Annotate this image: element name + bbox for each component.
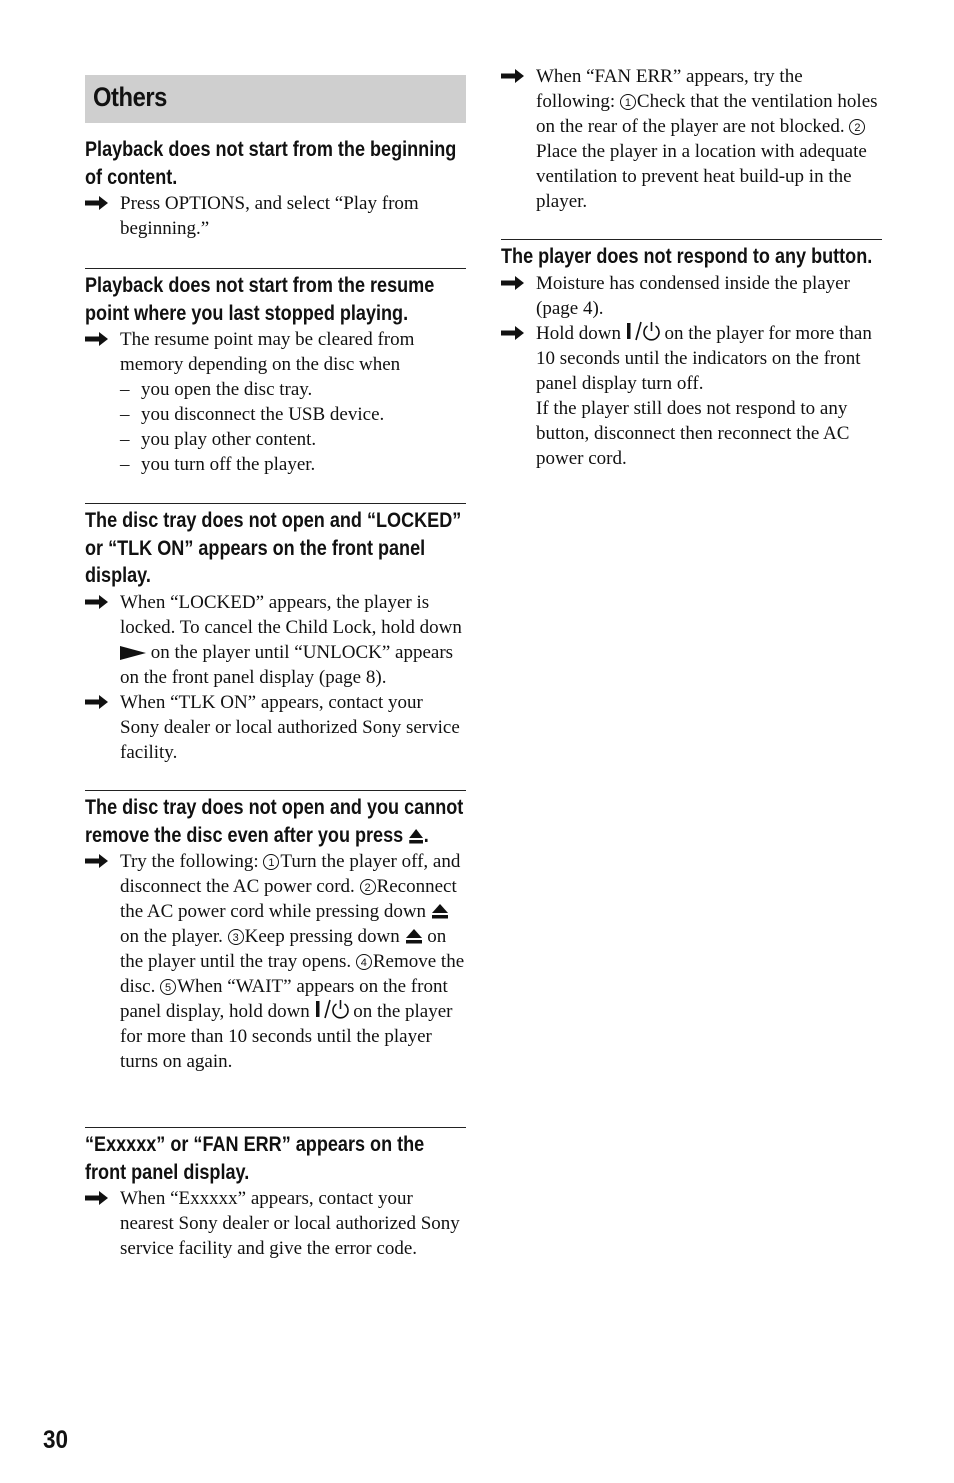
dash-item: – you play other content. [120, 429, 317, 450]
arrow-icon [501, 275, 525, 291]
section-heading: The player does not respond to any button. [501, 245, 873, 268]
section-no-response [501, 239, 882, 471]
bullet-item: Try the following: 1 Turn the player off, and disconnect the AC power cord. 2 Reconnect the AC power cord while pressing down on the player. 3 Keep pressing down on the player until the tray opens. 4 Remove the disc. 5 When “WAIT” appears on the front panel display, hold down on the player for more than 10 seconds until the player turns on again. [85, 849, 466, 1074]
bullet-item: When “Exxxxx” appears, contact your nearest Sony dealer or local authorized Sony service facility and give the error code. [85, 1186, 466, 1261]
section-fan-err-continued [501, 64, 882, 214]
arrow-icon [501, 68, 525, 84]
section-heading: The disc tray does not open and you cannot remove the disc even after you press . [85, 796, 464, 847]
arrow-icon [85, 694, 109, 710]
arrow-icon [85, 853, 109, 869]
arrow-icon [85, 331, 109, 347]
step-number: 5 [160, 979, 176, 995]
bullet-item: Moisture has condensed inside the player (page 4). [501, 271, 882, 321]
section-heading: The disc tray does not open and “LOCKED” or “TLK ON” appears on the front panel display. [85, 509, 462, 587]
dash-item: – you disconnect the USB device. [120, 404, 385, 425]
step-number: 1 [263, 854, 279, 870]
bullet-item: Press OPTIONS, and select “Play from beginning.” [85, 191, 466, 241]
section-locked-tlk [85, 503, 466, 765]
section-heading: Playback does not start from the beginning of content. [85, 138, 457, 189]
section-exxxxx-fan-err [85, 1127, 466, 1261]
eject-icon [431, 903, 449, 919]
power-icon [315, 999, 349, 1019]
dash-item: – you open the disc tray. [120, 379, 313, 400]
step-number: 1 [620, 94, 636, 110]
arrow-icon [85, 1190, 109, 1206]
section-banner [85, 75, 466, 123]
bullet-continuation: If the player still does not respond to any button, disconnect then reconnect the AC power cord. [536, 397, 850, 469]
power-icon [626, 321, 660, 341]
arrow-icon [85, 195, 109, 211]
section-cannot-remove-disc [85, 790, 466, 1074]
page-number: 30 [43, 1426, 69, 1454]
bullet-item: When “FAN ERR” appears, try the following: 1 Check that the ventilation holes on the rear of the player are not blocked. 2Place the player in a location with adequate ventilation to prevent heat build-up in the player. [501, 64, 882, 214]
step-number: 4 [356, 954, 372, 970]
section-heading: Playback does not start from the resume point where you last stopped playing. [85, 274, 435, 325]
section-resume-point [85, 268, 466, 477]
bullet-item: Hold down on the player for more than 10 seconds until the indicators on the front panel display turn off. If the player still does not respond to any button, disconnect then reconnect the AC power cord. [501, 321, 882, 471]
bullet-item: When “TLK ON” appears, contact your Sony dealer or local authorized Sony service facility. [85, 690, 466, 765]
step-number: 2 [849, 119, 865, 135]
eject-icon [405, 928, 423, 944]
play-icon [120, 646, 146, 660]
eject-icon [408, 828, 423, 844]
section-heading: “Exxxxx” or “FAN ERR” appears on the front panel display. [85, 1133, 425, 1184]
arrow-icon [501, 325, 525, 341]
bullet-item: When “LOCKED” appears, the player is locked. To cancel the Child Lock, hold down on the player until “UNLOCK” appears on the front panel display (page 8). [85, 590, 466, 690]
banner-title: Others [93, 82, 167, 112]
step-number: 2 [360, 879, 376, 895]
dash-item: – you turn off the player. [120, 454, 316, 475]
section-playback-beginning [85, 136, 466, 241]
bullet-item: The resume point may be cleared from memory depending on the disc when [85, 327, 466, 377]
arrow-icon [85, 594, 109, 610]
step-number: 3 [228, 929, 244, 945]
